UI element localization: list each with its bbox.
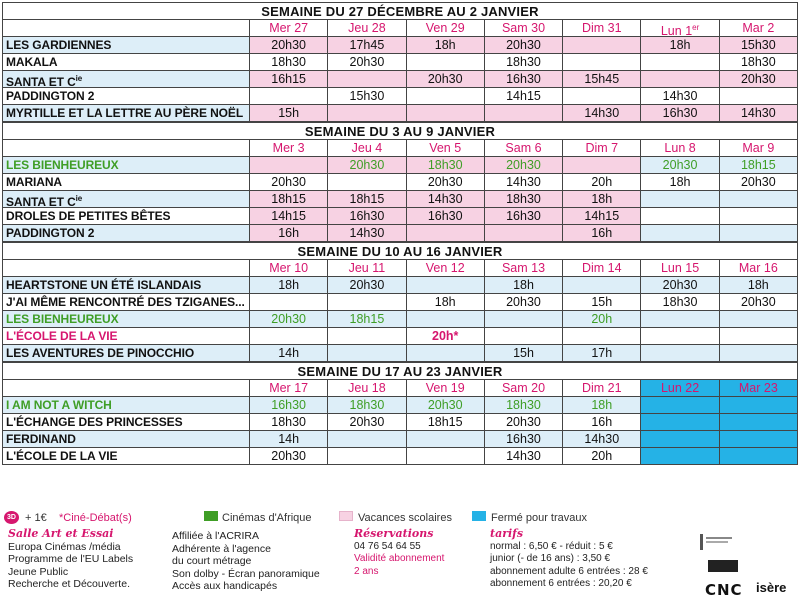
affiliation-line: du court métrage [172, 555, 252, 567]
day-header: Mar 2 [719, 20, 797, 36]
showtime [327, 105, 405, 121]
showtime: 16h30 [640, 105, 718, 121]
showtime [719, 225, 797, 241]
showtime: 17h [562, 345, 640, 361]
day-header: Lun 22 [640, 380, 718, 396]
showtime: 18h30 [719, 54, 797, 70]
ministry-logo [700, 534, 736, 550]
showtime: 20h30 [719, 71, 797, 87]
showtime [562, 328, 640, 344]
day-header: Lun 15 [640, 260, 718, 276]
film-title: MYRTILLE ET LA LETTRE AU PÈRE NOËL [3, 105, 249, 121]
showtime [719, 88, 797, 104]
closed-cell [719, 448, 797, 464]
showtime [327, 448, 405, 464]
vacances-label: Vacances scolaires [358, 512, 452, 524]
film-row [3, 225, 797, 242]
showtime [562, 157, 640, 173]
film-title: LES GARDIENNES [3, 37, 249, 53]
affiliation-line: Son dolby - Écran panoramique [172, 567, 320, 580]
showtime [640, 208, 718, 224]
film-title: SANTA ET $C^{ie}$ [3, 191, 249, 207]
schedule [2, 2, 798, 465]
showtime: 20h30 [484, 37, 562, 53]
showtime: 14h30 [640, 88, 718, 104]
showtime: 15h30 [719, 37, 797, 53]
showtime [562, 88, 640, 104]
week-title: SEMAINE DU 17 AU 23 JANVIER [3, 363, 797, 380]
film-row [3, 328, 797, 345]
showtime [484, 225, 562, 241]
showtime: 16h30 [484, 208, 562, 224]
isere-logo: isère [756, 580, 787, 595]
day-header: Lun 1er [640, 20, 718, 36]
film-row [3, 345, 797, 362]
showtime: 16h30 [484, 431, 562, 447]
3d-badge: 3D [4, 511, 19, 524]
showtime [406, 225, 484, 241]
day-header-row [3, 380, 797, 397]
showtime [327, 345, 405, 361]
cinemas-afrique-label: Cinémas d'Afrique [222, 512, 312, 524]
showtime: 18h30 [406, 157, 484, 173]
tarif-line: abonnement adulte 6 entrées : 28 € [490, 565, 648, 577]
showtime [249, 157, 327, 173]
film-row [3, 397, 797, 414]
showtime: 16h30 [327, 208, 405, 224]
showtime: 20h30 [249, 37, 327, 53]
day-header: Mer 17 [249, 380, 327, 396]
showtime [249, 294, 327, 310]
showtime: 20h [562, 311, 640, 327]
film-title: L'ÉCOLE DE LA VIE [6, 329, 118, 343]
closed-cell [719, 431, 797, 447]
showtime: 14h15 [249, 208, 327, 224]
showtime: 18h30 [249, 414, 327, 430]
film-row [3, 174, 797, 191]
reservations-title: Réservations [354, 527, 434, 540]
showtime: 18h30 [484, 54, 562, 70]
week-title: SEMAINE DU 10 AU 16 JANVIER [3, 243, 797, 260]
showtime: 20h30 [327, 414, 405, 430]
showtime: 20h30 [327, 54, 405, 70]
week-title: SEMAINE DU 27 DÉCEMBRE AU 2 JANVIER [3, 3, 797, 20]
showtime [719, 328, 797, 344]
3d-price: + 1€ [25, 512, 47, 524]
showtime: 16h [249, 225, 327, 241]
showtime [562, 54, 640, 70]
showtime [249, 88, 327, 104]
cnc-logo: CNC [705, 581, 743, 599]
showtime: 16h30 [406, 208, 484, 224]
showtime: 20h30 [406, 71, 484, 87]
film-row [3, 277, 797, 294]
salle-info [8, 528, 133, 591]
day-header: Mer 10 [249, 260, 327, 276]
affiliation-line: Adhérente à l'agence [172, 542, 271, 555]
showtime [640, 191, 718, 207]
film-row [3, 431, 797, 448]
showtime: 20h30 [249, 448, 327, 464]
week-4 [2, 362, 798, 465]
film-row [3, 54, 797, 71]
showtime: 14h30 [484, 174, 562, 190]
showtime [640, 311, 718, 327]
showtime: 18h15 [719, 157, 797, 173]
showtime: 15h45 [562, 71, 640, 87]
showtime [406, 105, 484, 121]
showtime: 18h [406, 37, 484, 53]
tarifs-info [490, 528, 648, 591]
showtime [719, 345, 797, 361]
closed-cell [640, 414, 718, 430]
showtime: 20h30 [484, 294, 562, 310]
salle-line: Jeune Public [8, 565, 69, 578]
tarif-line: junior (- de 16 ans) : 3,50 € [490, 553, 611, 564]
showtime: 18h [484, 277, 562, 293]
pink-swatch [339, 511, 353, 521]
day-header: Mar 16 [719, 260, 797, 276]
showtime: 20h30 [484, 414, 562, 430]
film-row [3, 414, 797, 431]
film-row [3, 208, 797, 225]
showtime [640, 54, 718, 70]
week-2 [2, 122, 798, 242]
showtime: 16h [562, 414, 640, 430]
film-row [3, 37, 797, 54]
showtime: 15h30 [327, 88, 405, 104]
showtime [484, 328, 562, 344]
showtime: 20h30 [406, 174, 484, 190]
showtime [640, 225, 718, 241]
showtime: 17h45 [327, 37, 405, 53]
showtime: 18h [562, 397, 640, 413]
showtime: 18h30 [484, 191, 562, 207]
showtime: 18h30 [640, 294, 718, 310]
showtime: 15h [484, 345, 562, 361]
showtime: 14h30 [719, 105, 797, 121]
showtime [406, 54, 484, 70]
day-header: Jeu 11 [327, 260, 405, 276]
day-header: Ven 5 [406, 140, 484, 156]
showtime: 20h30 [640, 157, 718, 173]
film-row [3, 71, 797, 88]
affiliation-info [172, 530, 320, 593]
showtime: 14h30 [484, 448, 562, 464]
showtime [327, 174, 405, 190]
showtime [640, 71, 718, 87]
film-title: LES BIENHEUREUX [3, 157, 249, 173]
film-title: SANTA ET $C^{ie}$ [3, 71, 249, 87]
showtime: 20h [562, 448, 640, 464]
showtime: 20h30 [327, 157, 405, 173]
showtime: 18h15 [249, 191, 327, 207]
day-header: Sam 20 [484, 380, 562, 396]
showtime: 18h [249, 277, 327, 293]
showtime [406, 448, 484, 464]
day-header: Ven 29 [406, 20, 484, 36]
showtime [406, 311, 484, 327]
showtime [640, 345, 718, 361]
day-header: Ven 19 [406, 380, 484, 396]
closed-cell [719, 414, 797, 430]
legend [4, 511, 800, 525]
film-title: L'ÉCHANGE DES PRINCESSES [6, 415, 183, 429]
showtime: 15h [249, 105, 327, 121]
salle-line: Recherche et Découverte. [8, 578, 130, 590]
showtime: 20h30 [719, 294, 797, 310]
footer [0, 526, 800, 607]
day-header: Jeu 28 [327, 20, 405, 36]
film-row [3, 105, 797, 122]
week-3 [2, 242, 798, 362]
film-title: L'ÉCOLE DE LA VIE [6, 449, 118, 463]
showtime: 18h15 [327, 311, 405, 327]
film-title: MAKALA [6, 55, 58, 69]
showtime: 18h [640, 37, 718, 53]
closed-cell [640, 397, 718, 413]
showtime: 18h30 [484, 397, 562, 413]
showtime: 20h* [406, 328, 484, 344]
showtime [249, 328, 327, 344]
tarifs-title: tarifs [490, 527, 524, 540]
closed-cell [719, 397, 797, 413]
film-row [3, 157, 797, 174]
day-header: Dim 14 [562, 260, 640, 276]
showtime [406, 277, 484, 293]
showtime: 20h [562, 174, 640, 190]
film-title: J'AI MÊME RENCONTRÉ DES TZIGANES... [6, 295, 245, 309]
europa-logo [708, 560, 738, 572]
day-header: Mar 9 [719, 140, 797, 156]
showtime: 18h [719, 277, 797, 293]
validity-line: 2 ans [354, 565, 379, 577]
showtime [327, 431, 405, 447]
showtime: 18h15 [327, 191, 405, 207]
validity-line: Validité abonnement [354, 553, 445, 564]
green-swatch [204, 511, 218, 521]
salle-line: Programme de l'EU Labels [8, 553, 134, 565]
showtime [719, 208, 797, 224]
showtime [719, 191, 797, 207]
salle-title: Salle Art et Essai [8, 527, 114, 540]
day-header-row [3, 140, 797, 157]
day-header: Mar 23 [719, 380, 797, 396]
day-header: Sam 30 [484, 20, 562, 36]
showtime: 16h [562, 225, 640, 241]
day-header: Mer 3 [249, 140, 327, 156]
showtime [562, 37, 640, 53]
day-header: Dim 31 [562, 20, 640, 36]
day-header: Jeu 4 [327, 140, 405, 156]
showtime: 20h30 [406, 397, 484, 413]
showtime [327, 294, 405, 310]
day-header: Dim 21 [562, 380, 640, 396]
film-title: DROLES DE PETITES BÊTES [6, 209, 171, 223]
film-row [3, 311, 797, 328]
showtime: 16h15 [249, 71, 327, 87]
showtime: 14h15 [562, 208, 640, 224]
showtime: 14h15 [484, 88, 562, 104]
blue-swatch [472, 511, 486, 521]
day-header: Sam 13 [484, 260, 562, 276]
film-title: LES BIENHEUREUX [6, 312, 119, 326]
showtime: 18h [640, 174, 718, 190]
salle-line: Europa Cinémas /média [8, 540, 121, 553]
showtime: 18h30 [249, 54, 327, 70]
showtime: 14h30 [327, 225, 405, 241]
day-header: Dim 7 [562, 140, 640, 156]
week-title: SEMAINE DU 3 AU 9 JANVIER [3, 123, 797, 140]
showtime: 20h30 [719, 174, 797, 190]
day-header: Lun 8 [640, 140, 718, 156]
showtime [327, 71, 405, 87]
showtime: 15h [562, 294, 640, 310]
showtime: 16h30 [249, 397, 327, 413]
showtime: 14h [249, 431, 327, 447]
showtime: 20h30 [249, 174, 327, 190]
day-header: Ven 12 [406, 260, 484, 276]
film-row [3, 448, 797, 465]
ferme-label: Fermé pour travaux [491, 512, 587, 524]
film-row [3, 294, 797, 311]
tarif-line: abonnement 6 entrées : 20,20 € [490, 578, 632, 589]
week-1 [2, 2, 798, 122]
day-header: Sam 6 [484, 140, 562, 156]
affiliation-line: Affiliée à l'ACRIRA [172, 530, 260, 542]
showtime: 16h30 [484, 71, 562, 87]
reservations-info [354, 528, 444, 578]
film-row [3, 191, 797, 208]
showtime [484, 311, 562, 327]
showtime: 14h30 [406, 191, 484, 207]
showtime: 18h [562, 191, 640, 207]
day-header: Mer 27 [249, 20, 327, 36]
showtime: 18h30 [327, 397, 405, 413]
tarif-line: normal : 6,50 € - réduit : 5 € [490, 540, 613, 552]
showtime: 20h30 [640, 277, 718, 293]
showtime: 14h30 [562, 431, 640, 447]
showtime [406, 345, 484, 361]
film-title: LES AVENTURES DE PINOCCHIO [6, 346, 195, 360]
showtime [719, 311, 797, 327]
showtime: 20h30 [327, 277, 405, 293]
closed-cell [640, 448, 718, 464]
cine-debat-note: *Ciné-Débat(s) [59, 512, 132, 524]
day-header-row [3, 260, 797, 277]
showtime: 18h15 [406, 414, 484, 430]
film-title: PADDINGTON 2 [3, 225, 249, 241]
film-title: I AM NOT A WITCH [3, 397, 249, 413]
showtime [327, 328, 405, 344]
showtime: 14h [249, 345, 327, 361]
film-title: PADDINGTON 2 [6, 89, 95, 103]
closed-cell [640, 431, 718, 447]
showtime: 20h30 [249, 311, 327, 327]
showtime [406, 88, 484, 104]
showtime: 14h30 [562, 105, 640, 121]
day-header-row [3, 20, 797, 37]
affiliation-line: Accès aux handicapés [172, 580, 278, 592]
day-header: Jeu 18 [327, 380, 405, 396]
film-row [3, 88, 797, 105]
showtime: 18h [406, 294, 484, 310]
film-title: FERDINAND [3, 431, 249, 447]
showtime [640, 328, 718, 344]
showtime [562, 277, 640, 293]
phone-number: 04 76 54 64 55 [354, 540, 421, 552]
film-title: HEARTSTONE UN ÉTÉ ISLANDAIS [6, 278, 202, 292]
showtime: 20h30 [484, 157, 562, 173]
showtime [406, 431, 484, 447]
film-title: MARIANA [6, 175, 62, 189]
showtime [484, 105, 562, 121]
